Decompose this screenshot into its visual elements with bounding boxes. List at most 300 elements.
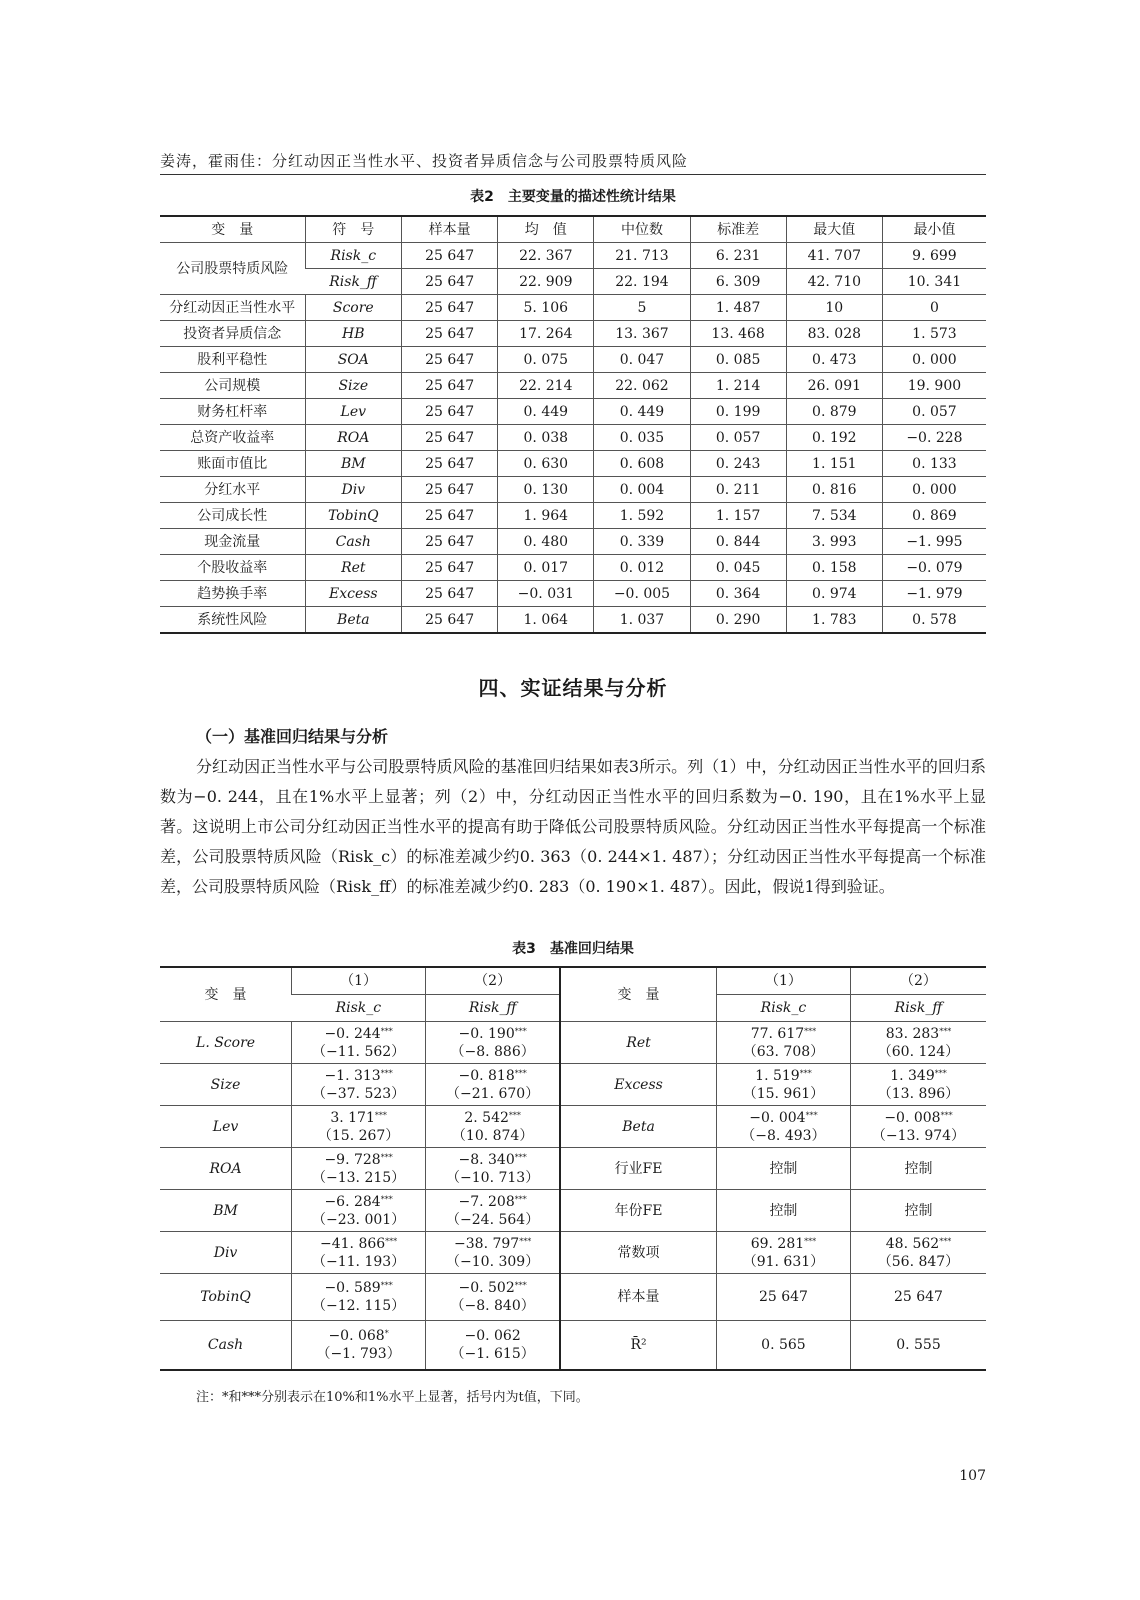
table3-cell	[292, 1064, 426, 1106]
coefficient	[426, 1151, 559, 1169]
table3-cell	[850, 1064, 986, 1106]
coefficient-value: −41. 866	[320, 1235, 386, 1252]
table2-cell: 25 647	[402, 451, 498, 477]
significance-stars: ***	[380, 1281, 393, 1290]
table2-variable-name: 财务杠杆率	[160, 399, 305, 425]
t-value: （10. 874）	[451, 1127, 534, 1144]
table2-cell: 13. 468	[690, 321, 786, 347]
t-value: （−1. 615）	[450, 1346, 535, 1362]
coefficient	[292, 1067, 425, 1085]
coefficient	[292, 1193, 425, 1211]
table2-symbol: Excess	[305, 581, 401, 607]
table2-cell: 0. 035	[594, 425, 690, 451]
table3-variable-name: Beta	[560, 1106, 716, 1148]
table2-cell: 0. 133	[882, 451, 986, 477]
table2-row	[160, 529, 986, 555]
table2-variable-name: 系统性风险	[160, 607, 305, 634]
table2-cell: 0. 045	[690, 555, 786, 581]
table3-cell	[850, 1232, 986, 1274]
coefficient	[292, 1327, 425, 1345]
table3-variable-name: Excess	[560, 1064, 716, 1106]
significance-stars: ***	[380, 1194, 393, 1204]
table2-symbol: Risk_c	[305, 243, 401, 269]
coefficient	[717, 1160, 850, 1178]
table3-header-row	[160, 967, 986, 995]
coefficient-value: 77. 617	[750, 1025, 805, 1042]
table3-variable-name: Cash	[160, 1321, 292, 1371]
table2-row	[160, 607, 986, 634]
table2-group-label: 公司股票特质风险	[160, 243, 305, 295]
table2-cell: 25 647	[402, 581, 498, 607]
table3-cell	[292, 1232, 426, 1274]
table3-var-header: 变 量	[560, 967, 716, 1022]
table2-header-cell: 样本量	[402, 216, 498, 243]
table3-variable-name: 行业FE	[560, 1148, 716, 1190]
header-rule	[160, 174, 986, 175]
table2-cell: 1. 157	[690, 503, 786, 529]
table2-cell: 22. 062	[594, 373, 690, 399]
coefficient	[292, 1235, 425, 1253]
table2-symbol: ROA	[305, 425, 401, 451]
table3-cell	[716, 1106, 850, 1148]
table3-variable-name: Size	[160, 1064, 292, 1106]
coefficient	[717, 1336, 850, 1354]
table2-symbol: TobinQ	[305, 503, 401, 529]
table2-cell: 13. 367	[594, 321, 690, 347]
t-value: （13. 896）	[877, 1085, 960, 1102]
table2-cell: 0. 158	[786, 555, 882, 581]
coefficient-value: 控制	[769, 1202, 798, 1219]
table3-row	[160, 1274, 986, 1321]
significance-stars: ***	[508, 1110, 521, 1120]
table2-symbol: Ret	[305, 555, 401, 581]
table2-cell: 0. 608	[594, 451, 690, 477]
table2-row	[160, 373, 986, 399]
t-value: （−11. 193）	[312, 1253, 406, 1270]
table2-row	[160, 243, 986, 269]
table2-cell: 0. 449	[498, 399, 594, 425]
t-value: （−13. 215）	[312, 1169, 406, 1186]
table3-col1-header: （1）	[292, 967, 426, 995]
table3-row	[160, 1022, 986, 1064]
table2-cell: 17. 264	[498, 321, 594, 347]
t-value: （−10. 713）	[446, 1169, 540, 1186]
t-value: （60. 124）	[877, 1043, 960, 1060]
table2-symbol: Div	[305, 477, 401, 503]
table2-header-cell: 符 号	[305, 216, 401, 243]
coefficient-value: 83. 283	[885, 1025, 940, 1042]
t-value: （−8. 886）	[450, 1043, 535, 1060]
table2-symbol: Risk_ff	[305, 269, 401, 295]
table3-row	[160, 1190, 986, 1232]
running-header: 姜涛，霍雨佳：分红动因正当性水平、投资者异质信念与公司股票特质风险	[160, 152, 689, 170]
table2-cell: 25 647	[402, 321, 498, 347]
table2-cell: 0. 974	[786, 581, 882, 607]
t-value: （56. 847）	[877, 1253, 960, 1270]
coefficient	[426, 1279, 559, 1297]
table2-cell: 0. 473	[786, 347, 882, 373]
table2-cell: 1. 573	[882, 321, 986, 347]
coefficient-value: −0. 190	[458, 1025, 515, 1042]
t-value: （15. 961）	[742, 1085, 825, 1102]
significance-stars: ***	[514, 1152, 527, 1162]
t-value: （15. 267）	[317, 1127, 400, 1144]
coefficient-value: −0. 004	[749, 1109, 806, 1126]
table2-cell: 25 647	[402, 399, 498, 425]
table2-row	[160, 451, 986, 477]
table2-header-cell: 中位数	[594, 216, 690, 243]
table-note: 注：*和***分别表示在10%和1%水平上显著，括号内为t值，下同。	[196, 1390, 589, 1405]
coefficient-value: −0. 062	[464, 1328, 521, 1344]
significance-stars: ***	[380, 1068, 393, 1078]
coefficient-value: 控制	[904, 1202, 933, 1219]
table3-variable-name: ROA	[160, 1148, 292, 1190]
table2-cell: 0. 578	[882, 607, 986, 634]
table2-header-cell: 变 量	[160, 216, 305, 243]
coefficient-value: 25 647	[758, 1289, 808, 1305]
page-number: 107	[959, 1468, 986, 1484]
coefficient-value: 控制	[904, 1160, 933, 1177]
table2-variable-name: 现金流量	[160, 529, 305, 555]
table2-symbol: SOA	[305, 347, 401, 373]
coefficient	[426, 1327, 559, 1345]
table3-caption: 表3 基准回归结果	[512, 941, 634, 957]
t-value: （−1. 793）	[316, 1346, 401, 1362]
table2-cell: 25 647	[402, 477, 498, 503]
table2-cell: −0. 031	[498, 581, 594, 607]
table2-variable-name: 分红动因正当性水平	[160, 295, 305, 321]
coefficient-value: −9. 728	[324, 1151, 381, 1168]
table3-cell	[850, 1022, 986, 1064]
table2-cell: 25 647	[402, 347, 498, 373]
table2-cell: 1. 783	[786, 607, 882, 634]
table2-header-cell: 最大值	[786, 216, 882, 243]
coefficient	[717, 1067, 850, 1085]
table3-cell	[850, 1106, 986, 1148]
table3-variable-name: BM	[160, 1190, 292, 1232]
table2-row	[160, 555, 986, 581]
coefficient	[717, 1025, 850, 1043]
significance-stars: ***	[519, 1236, 532, 1246]
coefficient-value: 0. 565	[761, 1337, 806, 1353]
coefficient	[717, 1288, 850, 1306]
significance-stars: ***	[514, 1068, 527, 1078]
table2-cell: 0. 192	[786, 425, 882, 451]
coefficient	[292, 1279, 425, 1297]
table2-symbol: Beta	[305, 607, 401, 634]
table2-cell: 0. 290	[690, 607, 786, 634]
table2-cell: 0. 012	[594, 555, 690, 581]
table2-cell: 25 647	[402, 243, 498, 269]
coefficient	[851, 1202, 986, 1220]
coefficient	[851, 1160, 986, 1178]
table2-cell: −0. 005	[594, 581, 690, 607]
table2-variable-name: 公司成长性	[160, 503, 305, 529]
table3-variable-name: L. Score	[160, 1022, 292, 1064]
coefficient	[851, 1109, 986, 1127]
table2-cell: 0. 130	[498, 477, 594, 503]
t-value: （−37. 523）	[312, 1085, 406, 1102]
coefficient-value: −0. 008	[884, 1109, 941, 1126]
table2-variable-name: 个股收益率	[160, 555, 305, 581]
table2-cell: 22. 367	[498, 243, 594, 269]
coefficient-value: −0. 502	[458, 1280, 515, 1296]
table2-cell: 1. 064	[498, 607, 594, 634]
table2-cell: −0. 228	[882, 425, 986, 451]
coefficient-value: −0. 068	[328, 1328, 385, 1344]
coefficient-value: 1. 519	[755, 1067, 800, 1084]
table2-cell: 0. 047	[594, 347, 690, 373]
t-value: （−11. 562）	[312, 1043, 406, 1060]
table2-variable-name: 股利平稳性	[160, 347, 305, 373]
significance-stars: ***	[514, 1281, 527, 1290]
table3-cell	[426, 1232, 561, 1274]
coefficient-value: 1. 349	[890, 1067, 935, 1084]
t-value: （−8. 493）	[741, 1127, 826, 1144]
table2-cell: 1. 592	[594, 503, 690, 529]
table2-cell: 9. 699	[882, 243, 986, 269]
coefficient-value: −6. 284	[324, 1193, 381, 1210]
table3-cell	[850, 1321, 986, 1371]
coefficient-value: 3. 171	[330, 1109, 375, 1126]
table2-cell: 25 647	[402, 425, 498, 451]
table3-variable-name: Ret	[560, 1022, 716, 1064]
table3-row	[160, 1232, 986, 1274]
table2-cell: 26. 091	[786, 373, 882, 399]
table2-row	[160, 347, 986, 373]
significance-stars: ***	[799, 1068, 812, 1078]
table2-variable-name: 账面市值比	[160, 451, 305, 477]
coefficient-value: 控制	[769, 1160, 798, 1177]
coefficient-value: −1. 313	[324, 1067, 381, 1084]
table2-cell: 22. 909	[498, 269, 594, 295]
t-value: （−21. 670）	[446, 1085, 540, 1102]
significance-stars: ***	[385, 1236, 398, 1246]
significance-stars: ***	[940, 1110, 953, 1120]
section-heading: 四、实证结果与分析	[478, 676, 668, 700]
table3-cell	[850, 1148, 986, 1190]
table3-row	[160, 1064, 986, 1106]
table2-cell: 0. 000	[882, 347, 986, 373]
coefficient-value: 2. 542	[464, 1109, 509, 1126]
table3-cell	[292, 1106, 426, 1148]
coefficient-value: 0. 555	[896, 1337, 941, 1353]
table3-dep2: Risk_ff	[850, 995, 986, 1022]
significance-stars: ***	[514, 1194, 527, 1204]
table3-cell	[292, 1022, 426, 1064]
coefficient-value: −8. 340	[458, 1151, 515, 1168]
t-value: （91. 631）	[742, 1253, 825, 1270]
table2-cell: 0. 816	[786, 477, 882, 503]
table3-cell	[426, 1190, 561, 1232]
table2-cell: 0. 480	[498, 529, 594, 555]
table2-cell: 1. 964	[498, 503, 594, 529]
table2-cell: 25 647	[402, 607, 498, 634]
coefficient	[851, 1025, 986, 1043]
table2-cell: 25 647	[402, 373, 498, 399]
table3-row	[160, 1321, 986, 1371]
table3-cell	[426, 1274, 561, 1321]
table2-variable-name: 趋势换手率	[160, 581, 305, 607]
table2-cell: 10. 341	[882, 269, 986, 295]
table2-cell: 1. 214	[690, 373, 786, 399]
table3-cell	[292, 1148, 426, 1190]
coefficient-value: 48. 562	[885, 1235, 940, 1252]
table2-cell: 7. 534	[786, 503, 882, 529]
table2-symbol: BM	[305, 451, 401, 477]
table2-row	[160, 581, 986, 607]
table3-cell	[716, 1321, 850, 1371]
regression-body	[160, 967, 986, 1370]
table2-cell: 10	[786, 295, 882, 321]
table2-cell: 3. 993	[786, 529, 882, 555]
table2-cell: 0. 869	[882, 503, 986, 529]
coefficient-value: −0. 589	[324, 1280, 381, 1296]
table3-cell	[426, 1022, 561, 1064]
body-paragraph: 分红动因正当性水平与公司股票特质风险的基准回归结果如表3所示。列（1）中，分红动因正当性水平的回归系数为−0. 244，且在1%水平上显著；列（2）中，分红动因正当性水平的回归系数为−0. 190，且在1%水平上显著。这说明上市公司分红动因正当性水平的提高有助于降低公司股票特质风险。分红动因正当性水平每提高一个标准差，公司股票特质风险（Risk_c）的标准差减少约0. 363（0. 244×1. 487）；分红动因正当性水平每提高一个标准差，公司股票特质风险（Risk_ff）的标准差减少约0. 283（0. 190×1. 487）。因此，假说1得到验证。	[160, 757, 986, 896]
table2-cell: 0. 243	[690, 451, 786, 477]
table2-row	[160, 399, 986, 425]
coefficient	[851, 1067, 986, 1085]
table2-cell: 0. 057	[882, 399, 986, 425]
coefficient	[426, 1067, 559, 1085]
coefficient	[426, 1235, 559, 1253]
table2-cell: 22. 194	[594, 269, 690, 295]
table2-cell: 0	[882, 295, 986, 321]
coefficient	[851, 1336, 986, 1354]
table2-cell: 0. 211	[690, 477, 786, 503]
t-value: （−23. 001）	[312, 1211, 406, 1228]
coefficient	[292, 1025, 425, 1043]
coefficient-value: −0. 818	[458, 1067, 515, 1084]
significance-stars: ***	[380, 1026, 393, 1036]
descriptive-stats-table	[160, 215, 986, 634]
t-value: （−10. 309）	[446, 1253, 540, 1270]
table3-row	[160, 1148, 986, 1190]
table2-symbol: HB	[305, 321, 401, 347]
t-value: （−24. 564）	[446, 1211, 540, 1228]
table2-cell: 0. 085	[690, 347, 786, 373]
descriptive-stats-body	[160, 216, 986, 633]
table3-cell	[426, 1148, 561, 1190]
table2-cell: 0. 364	[690, 581, 786, 607]
table3-cell	[292, 1321, 426, 1371]
table2-cell: 0. 879	[786, 399, 882, 425]
coefficient	[292, 1109, 425, 1127]
table2-cell: 0. 017	[498, 555, 594, 581]
significance-stars: ***	[804, 1026, 817, 1036]
table2-cell: 0. 057	[690, 425, 786, 451]
table3-row	[160, 1106, 986, 1148]
significance-stars: *	[384, 1329, 389, 1338]
table2-cell: 5. 106	[498, 295, 594, 321]
table2-cell: 1. 151	[786, 451, 882, 477]
table2-variable-name: 分红水平	[160, 477, 305, 503]
table3-cell	[716, 1064, 850, 1106]
table3-col2-header: （2）	[426, 967, 561, 995]
coefficient	[851, 1235, 986, 1253]
significance-stars: ***	[380, 1152, 393, 1162]
table3-cell	[716, 1274, 850, 1321]
table3-col2-header: （2）	[850, 967, 986, 995]
t-value: （−8. 840）	[450, 1298, 535, 1314]
coefficient	[717, 1235, 850, 1253]
table2-cell: 0. 000	[882, 477, 986, 503]
table3-dep1: Risk_c	[292, 995, 426, 1022]
table3-cell	[292, 1274, 426, 1321]
significance-stars: ***	[939, 1026, 952, 1036]
table2-symbol: Size	[305, 373, 401, 399]
table2-cell: 25 647	[402, 295, 498, 321]
table3-cell	[292, 1190, 426, 1232]
significance-stars: ***	[805, 1110, 818, 1120]
coefficient	[426, 1193, 559, 1211]
table2-row	[160, 477, 986, 503]
table3-variable-name: R̄²	[560, 1321, 716, 1371]
t-value: （−12. 115）	[312, 1298, 406, 1314]
table3-dep2: Risk_ff	[426, 995, 561, 1022]
coefficient-value: 25 647	[893, 1289, 943, 1305]
table3-variable-name: TobinQ	[160, 1274, 292, 1321]
sub-heading: （一）基准回归结果与分析	[196, 727, 389, 746]
table3-cell	[426, 1321, 561, 1371]
table2-cell: 0. 339	[594, 529, 690, 555]
table2-row	[160, 503, 986, 529]
table2-variable-name: 投资者异质信念	[160, 321, 305, 347]
table3-variable-name: 年份FE	[560, 1190, 716, 1232]
table3-variable-name: 样本量	[560, 1274, 716, 1321]
table2-cell: 42. 710	[786, 269, 882, 295]
table2-cell: 25 647	[402, 555, 498, 581]
table2-cell: −1. 995	[882, 529, 986, 555]
table2-cell: 1. 037	[594, 607, 690, 634]
table2-cell: 6. 309	[690, 269, 786, 295]
t-value: （−13. 974）	[871, 1127, 966, 1144]
table3-cell	[716, 1022, 850, 1064]
table2-cell: 25 647	[402, 269, 498, 295]
table2-row	[160, 295, 986, 321]
table3-cell	[426, 1064, 561, 1106]
table3-dep1: Risk_c	[716, 995, 850, 1022]
t-value: （63. 708）	[742, 1043, 825, 1060]
table3-cell	[716, 1190, 850, 1232]
table2-cell: 19. 900	[882, 373, 986, 399]
table2-cell: 0. 449	[594, 399, 690, 425]
table2-row	[160, 425, 986, 451]
table3-cell	[426, 1106, 561, 1148]
table2-symbol: Score	[305, 295, 401, 321]
table2-row	[160, 321, 986, 347]
table2-cell: −1. 979	[882, 581, 986, 607]
significance-stars: ***	[804, 1236, 817, 1246]
table2-cell: 41. 707	[786, 243, 882, 269]
table2-cell: 0. 075	[498, 347, 594, 373]
table3-cell	[716, 1148, 850, 1190]
coefficient	[717, 1109, 850, 1127]
table2-cell: 25 647	[402, 503, 498, 529]
coefficient	[292, 1151, 425, 1169]
coefficient-value: −38. 797	[454, 1235, 520, 1252]
table2-header-row	[160, 216, 986, 243]
table2-variable-name: 公司规模	[160, 373, 305, 399]
table2-cell: 0. 630	[498, 451, 594, 477]
table3-variable-name: Div	[160, 1232, 292, 1274]
table2-variable-name: 总资产收益率	[160, 425, 305, 451]
table2-header-cell: 均 值	[498, 216, 594, 243]
table3-variable-name: 常数项	[560, 1232, 716, 1274]
table2-caption: 表2 主要变量的描述性统计结果	[470, 189, 676, 205]
table2-cell: 21. 713	[594, 243, 690, 269]
